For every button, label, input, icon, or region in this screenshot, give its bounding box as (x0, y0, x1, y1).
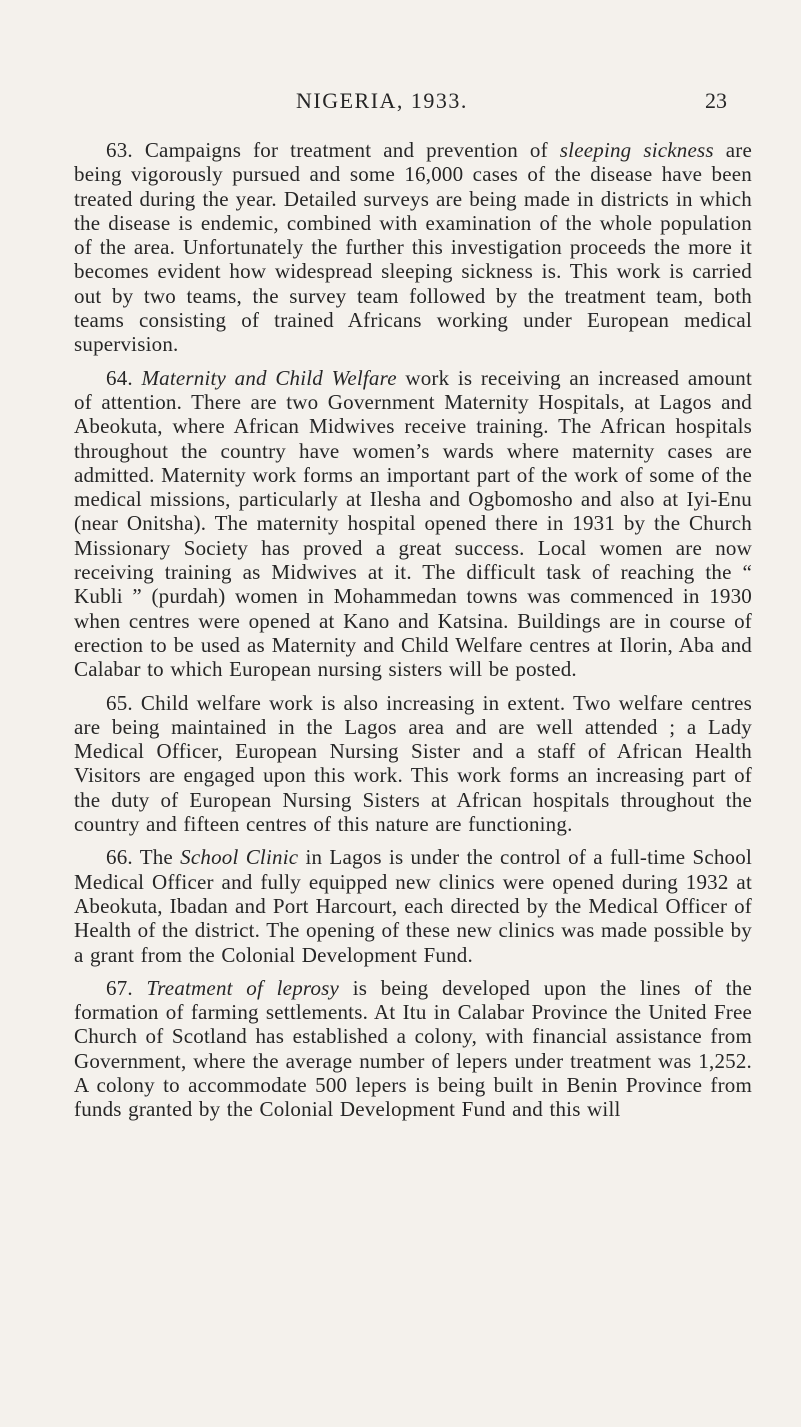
paragraph-64 (74, 366, 752, 682)
paragraph-text: Campaigns for treatment and prevention of (132, 138, 560, 162)
running-title: NIGERIA, 1933. (296, 88, 468, 113)
paragraph-66 (74, 845, 752, 966)
running-head (0, 88, 801, 118)
paragraph-italic-term: School Clinic (180, 845, 299, 870)
paragraph-italic-term: sleeping sickness (559, 138, 714, 162)
paragraph-number: 67. (106, 975, 133, 1000)
paragraph-number: 64. (106, 365, 133, 390)
paragraph-text: in Lagos is under the control of a full-time School Medical Officer and fully equipped new clinics were opened during 1932 at Abeokuta, Ibadan and Port Harcourt, each directed by the Medical Officer of Health of the district. The opening of these new clinics was made possible by a grant from the Colonial Development Fund. (74, 845, 752, 967)
paragraph-number: 66. (106, 845, 133, 870)
body-text (74, 138, 752, 1122)
paragraph-number: 65. (106, 690, 133, 715)
paragraph-text: Child welfare work is also increasing in extent. Two welfare centres are being maintained in the Lagos area and are well attended ; a Lady Medical Officer, European Nursing Sister and a staff of African Health Visitors are engaged upon this work. This work forms an increasing part of the duty of European Nursing Sisters at African hospitals throughout the country and fifteen centres of this nature are functioning. (74, 690, 752, 837)
paragraph-italic-term: Maternity and Child Welfare (141, 365, 397, 390)
paragraph-63 (74, 138, 752, 357)
paragraph-italic-term: Treatment of leprosy (146, 975, 340, 1000)
paragraph-text: work is receiving an increased amount of attention. There are two Government Maternity Hospitals, at Lagos and Abeokuta, where African Midwives receive training. The African hospitals throughout the country have women’s wards where maternity cases are admitted. Maternity work forms an important part of the work of some of the medical missions, particularly at Ilesha and Ogbomosho and also at Iyi-Enu (near Onitsha). The maternity hospital opened there in 1931 by the Church Missionary Society has proved a great success. Local women are now receiving training as Midwives at it. The difficult task of reaching the “ Kubli ” (purdah) women in Mohammedan towns was commenced in 1930 when centres were opened at Kano and Katsina. Buildings are in course of erection to be used as Maternity and Child Welfare centres at Ilorin, Aba and Calabar to which European nursing sisters will be posted. (74, 365, 753, 682)
page-number: 23 (705, 88, 727, 113)
paragraph-67 (74, 976, 752, 1122)
paragraph-65 (74, 691, 752, 837)
paragraph-text (133, 976, 147, 1000)
paragraph-text: is being developed upon the lines of the formation of farming settlements. At Itu in Calabar Province the United Free Church of Scotland has established a colony, with financial assistance from Government, where the average number of lepers under treatment was 1,252. A colony to accommodate 500 lepers is being built in Benin Province from funds granted by the Colonial Development Fund and this will (74, 975, 753, 1122)
paragraph-text: are being vigorously pursued and some 16,000 cases of the disease have been treated during the year. Detailed surveys are being made in districts in which the disease is endemic, combined with examination of the whole population of the area. Unfortunately the further this investigation proceeds the more it becomes evident how widespread sleeping sickness is. This work is carried out by two teams, the survey team followed by the treatment team, both teams consisting of trained Africans working under European medical supervision. (74, 138, 752, 357)
paragraph-number: 63. (106, 138, 133, 162)
paragraph-text: The (132, 845, 181, 870)
